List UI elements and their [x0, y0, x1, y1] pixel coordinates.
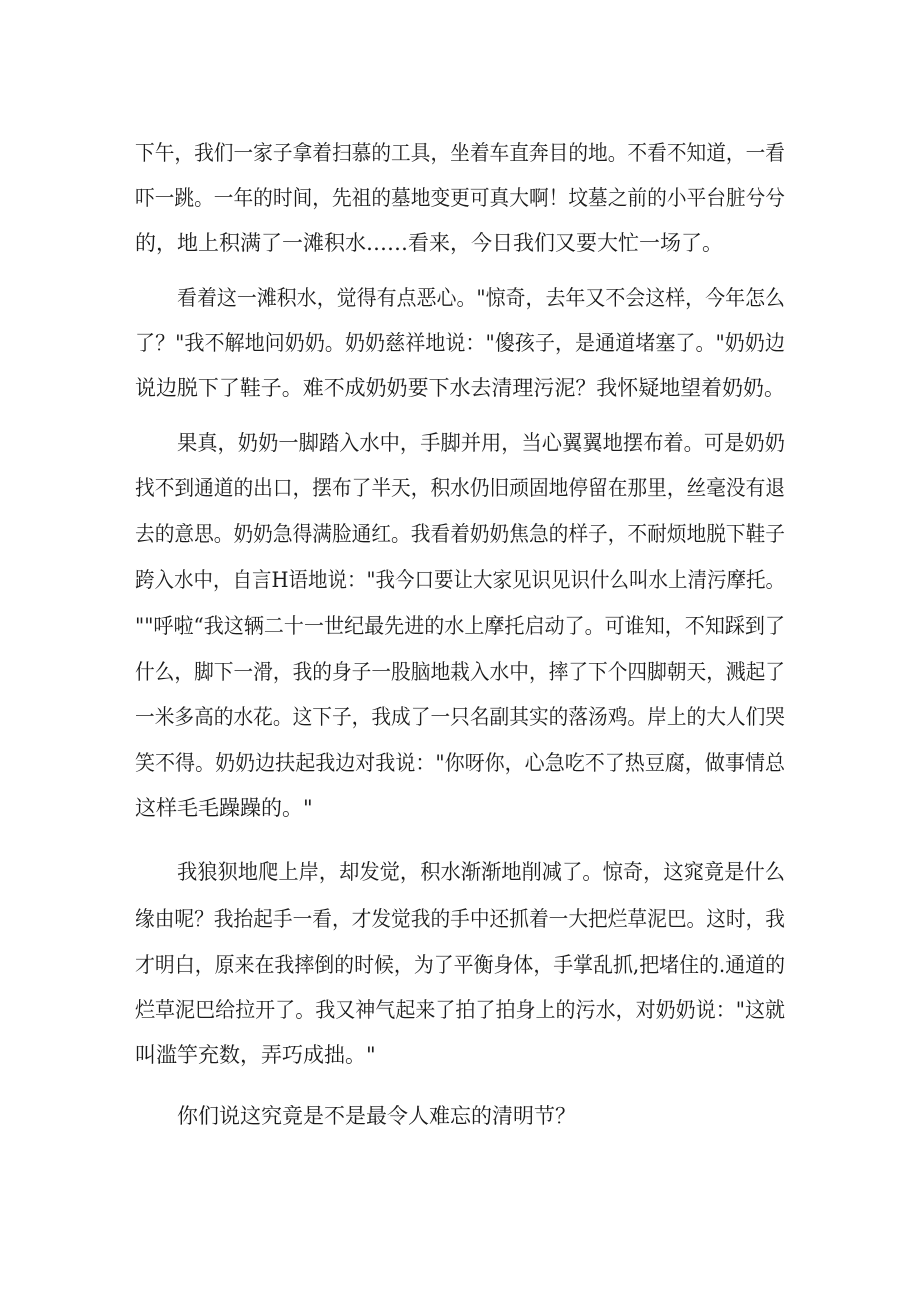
text-line: 果真，奶奶一脚踏入水中，手脚并用，当心翼翼地摆布着。可是奶奶 [177, 431, 785, 455]
text-line: 这样毛毛躁躁的。" [135, 796, 313, 820]
text-line: 你们说这究竟是不是最令人难忘的清明节？ [177, 1104, 576, 1128]
text-line: 了？"我不解地问奶奶。奶奶慈祥地说："傻孩子，是通道堵塞了。"奶奶边 [135, 331, 785, 355]
text-line: 看着这一滩积水，觉得有点恶心。"惊奇，去年又不会这样，今年怎么 [177, 286, 785, 310]
text-line: 的，地上积满了一滩积水……看来，今日我们又要大忙一场了。 [135, 231, 723, 255]
text-line: 一米多高的水花。这下子，我成了一只名副其实的落汤鸡。岸上的大人们哭 [135, 705, 785, 729]
text-line: 才明白，原来在我摔倒的时候，为了平衡身体，手掌乱抓,把堵住的.通道的 [135, 953, 785, 977]
text-line: 缘由呢？我抬起手一看，才发觉我的手中还抓着一大把烂草泥巴。这时，我 [135, 907, 785, 931]
text-line: 说边脱下了鞋子。难不成奶奶要下水去清理污泥？我怀疑地望着奶奶。 [135, 376, 785, 400]
text-line: 我狼狈地爬上岸，却发觉，积水渐渐地削减了。惊奇，这窕竟是什么 [177, 860, 785, 884]
text-line: 笑不得。奶奶边扶起我边对我说："你呀你，心急吃不了热豆腐，做事情总 [135, 751, 785, 775]
text-line: ""呼啦“我这辆二十一世纪最先进的水上摩托启动了。可谁知，不知踩到了 [135, 614, 785, 638]
text-line: 叫滥竽充数，弄巧成拙。" [135, 1043, 376, 1067]
text-line: 什么，脚下一滑，我的身子一股脑地栽入水中，摔了下个四脚朝天，溅起了 [135, 660, 785, 684]
text-line: 找不到通道的出口，摆布了半天，积水仍旧顽固地停留在那里，丝毫没有退 [135, 476, 785, 500]
text-line: 下午，我们一家子拿着扫慕的工具，坐着车直奔目的地。不看不知道，一看 [135, 141, 785, 165]
text-line: 跨入水中，自言H语地说："我今口要让大家见识见识什么叫水上清污摩托。 [135, 568, 785, 592]
text-line: 吓一跳。一年的时间，先祖的墓地变更可真大啊！坟墓之前的小平台脏兮兮 [135, 186, 785, 210]
text-line: 去的意思。奶奶急得满脸通红。我看着奶奶焦急的样子，不耐烦地脱下鞋子 [135, 522, 785, 546]
text-line: 烂草泥巴给拉开了。我又神气起来了拍了拍身上的污水，对奶奶说："这就 [135, 998, 785, 1022]
